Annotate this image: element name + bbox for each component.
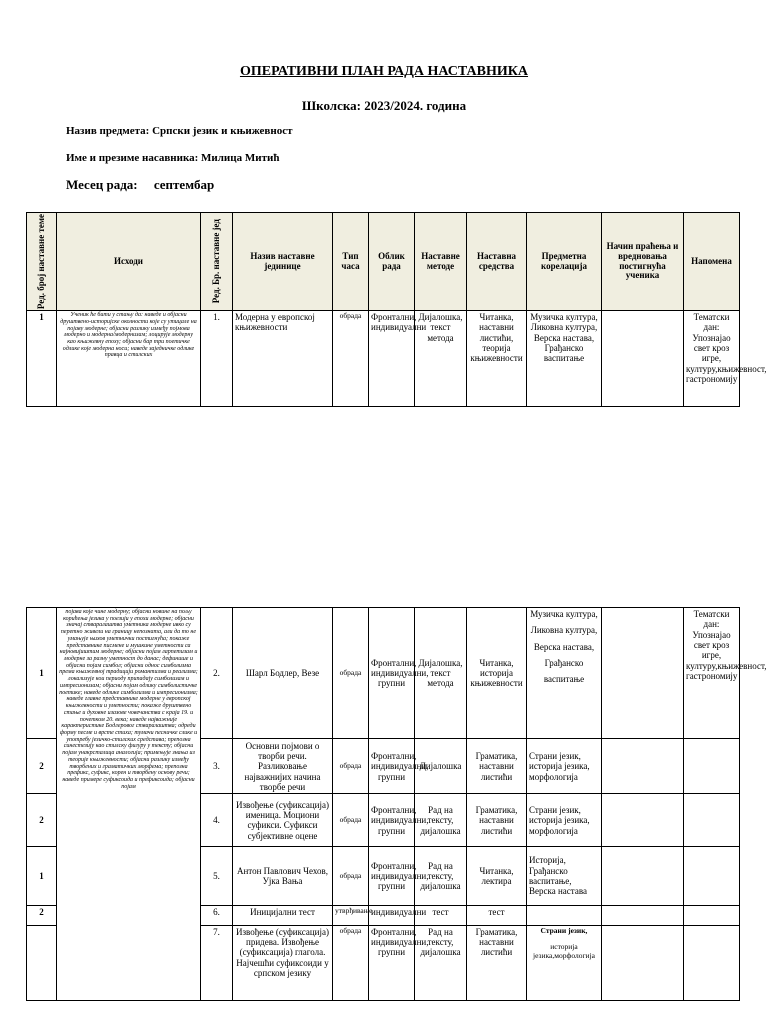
unit-name: Антон Павлович Чехов, Ујка Вања: [233, 847, 333, 905]
topic-number: 2: [27, 905, 57, 925]
work-form: Фронтални, индивидуални: [369, 311, 415, 407]
unit-number: 7.: [201, 925, 233, 1000]
unit-name: Основни појмови о творби речи. Разликовање најважнијих начина творбе речи: [233, 739, 333, 794]
note: Тематски дан: Упознајао свет кроз игре, културу,књижевност, гастрономију: [684, 311, 740, 407]
note: Тематски дан: Упознајао свет кроз игре, културу,књижевност, гастрономију: [684, 608, 740, 739]
correlation: Страни језик, историја језика,морфологија: [527, 925, 602, 1000]
plan-table-1: [26, 212, 767, 407]
topic-number: 1: [27, 311, 57, 407]
page-title: ОПЕРАТИВНИ ПЛАН РАДА НАСТАВНИКА: [239, 64, 529, 79]
methods: Рад на тексту, дијалошка: [415, 794, 467, 847]
teaching-tools: Граматика, наставни листићи: [467, 739, 527, 794]
col-tools: Наставна средства: [467, 213, 527, 311]
methods: Дијалошка, текст метода: [415, 311, 467, 407]
col-lesson-type: Тип часа: [333, 213, 369, 311]
work-form: Фронтални, индивидуални, групни: [369, 847, 415, 905]
methods: Дијалошка, текст метода: [415, 608, 467, 739]
unit-number: 5.: [201, 847, 233, 905]
col-methods: Наставне методе: [415, 213, 467, 311]
plan-table-2: [26, 607, 767, 1001]
work-form: индивидуални: [369, 905, 415, 925]
methods: тест: [415, 905, 467, 925]
correlation: Историја, Грађанско васпитање, Верска настава: [527, 847, 602, 905]
unit-number: 3.: [201, 739, 233, 794]
note: [684, 794, 740, 847]
teaching-tools: Читанка, наставни листићи, теорија књижевности: [467, 311, 527, 407]
col-note: Напомена: [684, 213, 740, 311]
correlation: Страни језик, историја језика, морфологија: [527, 739, 602, 794]
unit-number: 6.: [201, 905, 233, 925]
month-line: [66, 177, 214, 193]
unit-number: 2.: [201, 608, 233, 739]
work-form: Фронтални, индивидуални, групни: [369, 608, 415, 739]
unit-name: Извођење (суфиксација) именица. Моциони суфикси. Суфикси субјективне оцене: [233, 794, 333, 847]
note: [684, 905, 740, 925]
lesson-type: обрада: [333, 739, 369, 794]
evaluation: [602, 925, 684, 1000]
methods: Рад на тексту, дијалошка: [415, 847, 467, 905]
note: [684, 739, 740, 794]
evaluation: [602, 905, 684, 925]
unit-number: 1.: [201, 311, 233, 407]
evaluation: [602, 739, 684, 794]
correlation: Страни језик, историја језика, морфологија: [527, 794, 602, 847]
col-unit-name: Назив наставне јединице: [233, 213, 333, 311]
lesson-type: обрада: [333, 847, 369, 905]
unit-name: Иницијални тест: [233, 905, 333, 925]
lesson-type: обрада: [333, 925, 369, 1000]
topic-number: 2: [27, 739, 57, 794]
unit-number: 4.: [201, 794, 233, 847]
topic-number: 1: [27, 847, 57, 905]
evaluation: [602, 311, 684, 407]
teaching-tools: тест: [467, 905, 527, 925]
col-unit-no: Ред. Бр. наставне јед: [201, 213, 233, 311]
topic-number: [27, 925, 57, 1000]
evaluation: [602, 608, 684, 739]
work-form: Фронтални, индивидуални, групни: [369, 925, 415, 1000]
subject-line: Назив предмета: Српски језик и књижевност: [66, 125, 293, 137]
lesson-type: обрада: [333, 794, 369, 847]
outcomes-cell: Ученик ће бити у стању да: наведе и објасни друштвено-историјске околности које су утицале на појаву модерне; објасни разлику између појмова модерно и модерна/модернизам; лоцирује модерну као књижевну епоху; објасни бар три поетичке одлике које модерна носи; наведе заједничке одлике правца и стилских: [57, 311, 201, 407]
lesson-type: обрада: [333, 311, 369, 407]
note: [684, 925, 740, 1000]
col-form: Облик рада: [369, 213, 415, 311]
topic-number: 1: [27, 608, 57, 739]
unit-name: Шарл Бодлер, Везе: [233, 608, 333, 739]
evaluation: [602, 794, 684, 847]
lesson-type: утврђивање: [333, 905, 369, 925]
unit-name: Извођење (суфиксација) придева. Извођење (суфиксација) глагола. Најчешћи суфиксоиди у српском језику: [233, 925, 333, 1000]
teaching-tools: Граматика, наставни листићи: [467, 925, 527, 1000]
correlation: [527, 905, 602, 925]
teaching-tools: Читанка, историја књижевности: [467, 608, 527, 739]
work-form: Фронтални, индивидуални, групни: [369, 794, 415, 847]
col-evaluation: Начин праћења и вредновања постигнућа ученика: [602, 213, 684, 311]
table-header-row: [27, 213, 740, 311]
table-row: [27, 311, 740, 407]
evaluation: [602, 847, 684, 905]
month-label: Месец рада:: [66, 177, 138, 192]
lesson-type: обрада: [333, 608, 369, 739]
unit-name: Модерна у европској књижевности: [233, 311, 333, 407]
topic-number: 2: [27, 794, 57, 847]
table-row: [27, 608, 740, 739]
teaching-tools: Читанка, лектира: [467, 847, 527, 905]
note: [684, 847, 740, 905]
col-outcomes: Исходи: [57, 213, 201, 311]
work-form: Фронтални, индивидуални, групни: [369, 739, 415, 794]
correlation: Музичка култура, Ликовна култура, Верска настава, Грађанско васпитање: [527, 311, 602, 407]
col-topic-no: Ред. број наставне теме: [27, 213, 57, 311]
month-value: септембар: [153, 177, 215, 192]
methods: Рад на тексту, дијалошка: [415, 925, 467, 1000]
correlation: Музичка култура, Ликовна култура, Верска настава, Грађанско васпитање: [527, 608, 602, 739]
methods: Дијалошка: [415, 739, 467, 794]
teacher-line: Име и презиме насавника: Милица Митић: [66, 152, 280, 164]
school-year: Школска: 2023/2024. година: [301, 98, 467, 113]
outcomes-cell: појава које чине модерну; објасни новине на пољу корићења језика у поезији у епохи модерне; објасни значај стваралаштва уметника модерне ивко су перетно живели на границу непозната, али да то не умањује њихов уметнички постигнућа; покаже представнике писмене и мушкине уметности са најновијиштим модерне; објасни појам ларпетизам и модерне за разну уметност до данас; дефинише и објасни појам симбол; објасни однос симболизма према књижевној традицији романтизма и реализма; локализује кои периоду припадају симболизам и импресионизам; објасни појам одлику симболистичке поетике; наведе одлике симболизма и импресионизма; наведе главне представнике модерне у европској књижевности и уметности; покаже друштвено стање и духовне изазове човечанства с краја 19. и почетком 20. века; наведе најважније карактеристике Бодлеровог стваралаштва; одреди форму песме и врсте стиха; тумачи песничке слике и употребу језичко-стилских средстава; препозна синестезију као стилску фигуру у тексту; објасни појам унакрсталица аналогија; примењује знања из теорије књижевности; објасни разлику између творбених и граматичких морфема; препозна префикс, суфикс, корен и творбену основу речи; наведе примере суфиксоида и префиксоида; објасни појам: [57, 608, 201, 1001]
teaching-tools: Граматика, наставни листићи: [467, 794, 527, 847]
col-correlation: Предметна корелација: [527, 213, 602, 311]
